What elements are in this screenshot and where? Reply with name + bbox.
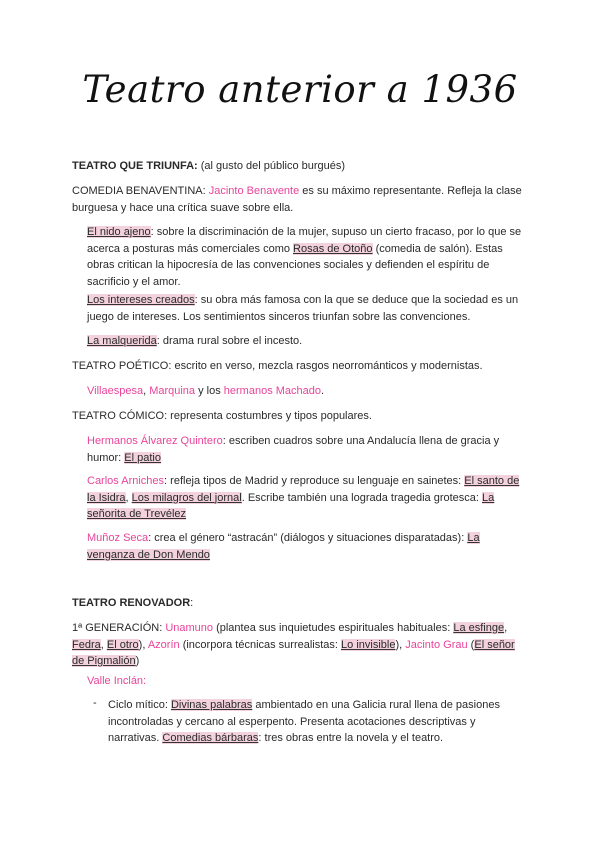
paragraph-poetico: TEATRO POÉTICO: escrito en verso, mezcla rasgos neorrománticos y modernistas. <box>72 360 483 372</box>
work-don-mendo: La venganza de Don Mendo <box>87 532 480 561</box>
work-santo-isidra: El santo de la Isidra <box>87 475 520 504</box>
list-bullet: - <box>93 697 97 709</box>
author-munoz-seca: Muñoz Seca <box>87 532 149 544</box>
work-fedra: Fedra <box>72 638 101 651</box>
work-esfinge: La esfinge <box>453 622 505 634</box>
paragraph-quintero: Hermanos Álvarez Quintero: escriben cuadros sobre una Andalucía llena de gracia y humor: El patio <box>87 435 500 464</box>
author-villaespesa: Villaespesa <box>87 385 144 397</box>
page-title: Teatro anterior a 1936 <box>82 68 518 111</box>
work-el-patio: El patio <box>124 451 161 464</box>
author-arniches: Carlos Arniches <box>87 475 165 487</box>
list-item-ciclo-mitico: Ciclo mítico: Divinas palabras ambientado en una Galicia rural llena de pasiones incontroladas y cercano al esperpento. Presenta acotaciones descriptivas y narrativas. Comedias bárbaras: tres obras entre la novela y el teatro. <box>108 699 500 744</box>
paragraph-arniches: Carlos Arniches: refleja tipos de Madrid y reproduce su lenguaje en sainetes: El santo de la Isidra, Los milagros del jornal. Escribe también una lograda tragedia grotesca: La señorita de Trevélez <box>87 475 520 520</box>
work-rosas-otono: Rosas de Otoño <box>293 242 373 255</box>
paragraph-nido-ajeno: El nido ajeno: sobre la discriminación de la mujer, supuso un cierto fracaso, por lo que se acerca a posturas más comerciales como Rosas de Otoño (comedia de salón). Estas obras critican la hipocresía de las convenciones sociales y defienden el espíritu de sacrificio y el amor. <box>87 226 522 288</box>
work-trevelez: La señorita de Trevélez <box>87 491 495 520</box>
paragraph-poetico-authors: Villaespesa, Marquina y los hermanos Machado. <box>87 385 325 397</box>
work-el-otro: El otro <box>106 638 139 651</box>
work-intereses-creados: Los intereses creados <box>87 294 195 306</box>
work-nido-ajeno: El nido ajeno <box>87 226 151 238</box>
author-grau: Jacinto Grau <box>405 638 468 651</box>
paragraph-munoz-seca: Muñoz Seca: crea el género “astracán” (diálogos y situaciones disparatadas): La venganza de Don Mendo <box>87 532 480 561</box>
work-pigmalion: El señor de Pigmalión <box>72 638 515 667</box>
author-valle-inclan: Valle Inclán: <box>87 675 147 687</box>
work-divinas-palabras: Divinas palabras <box>170 699 253 711</box>
work-lo-invisible: Lo invisible <box>341 638 396 651</box>
author-benavente: Jacinto Benavente <box>208 185 300 197</box>
section-heading-triunfa: TEATRO QUE TRIUNFA: (al gusto del público burgués) <box>72 160 346 172</box>
author-unamuno: Unamuno <box>165 622 214 634</box>
work-milagros-jornal: Los milagros del jornal <box>131 491 242 504</box>
work-comedias-barbaras: Comedias bárbaras <box>162 732 259 744</box>
author-quintero: Hermanos Álvarez Quintero <box>87 435 223 447</box>
paragraph-intereses: Los intereses creados: su obra más famosa con la que se deduce que la sociedad es un juego de intereses. Los sentimientos sinceros triunfan sobre las convenciones. <box>87 294 519 323</box>
paragraph-comico: TEATRO CÓMICO: representa costumbres y tipos populares. <box>72 410 372 422</box>
author-machado: hermanos Machado <box>223 385 322 397</box>
paragraph-malquerida: La malquerida: drama rural sobre el incesto. <box>87 335 303 347</box>
section-heading-renovador: TEATRO RENOVADOR: <box>72 597 194 609</box>
work-malquerida: La malquerida <box>87 335 157 347</box>
author-azorin: Azorín <box>147 638 180 651</box>
author-marquina: Marquina <box>149 385 196 397</box>
paragraph-benaventina: COMEDIA BENAVENTINA: Jacinto Benavente es su máximo representante. Refleja la clase burguesa y hace una crítica suave sobre ella. <box>72 185 522 214</box>
paragraph-primera-generacion: 1ª GENERACIÓN: Unamuno (plantea sus inquietudes espirituales habituales: La esfinge, Fedra, El otro), Azorín (incorpora técnicas surrealistas: Lo invisible), Jacinto Grau (El señor de Pigmalión) <box>72 622 515 667</box>
